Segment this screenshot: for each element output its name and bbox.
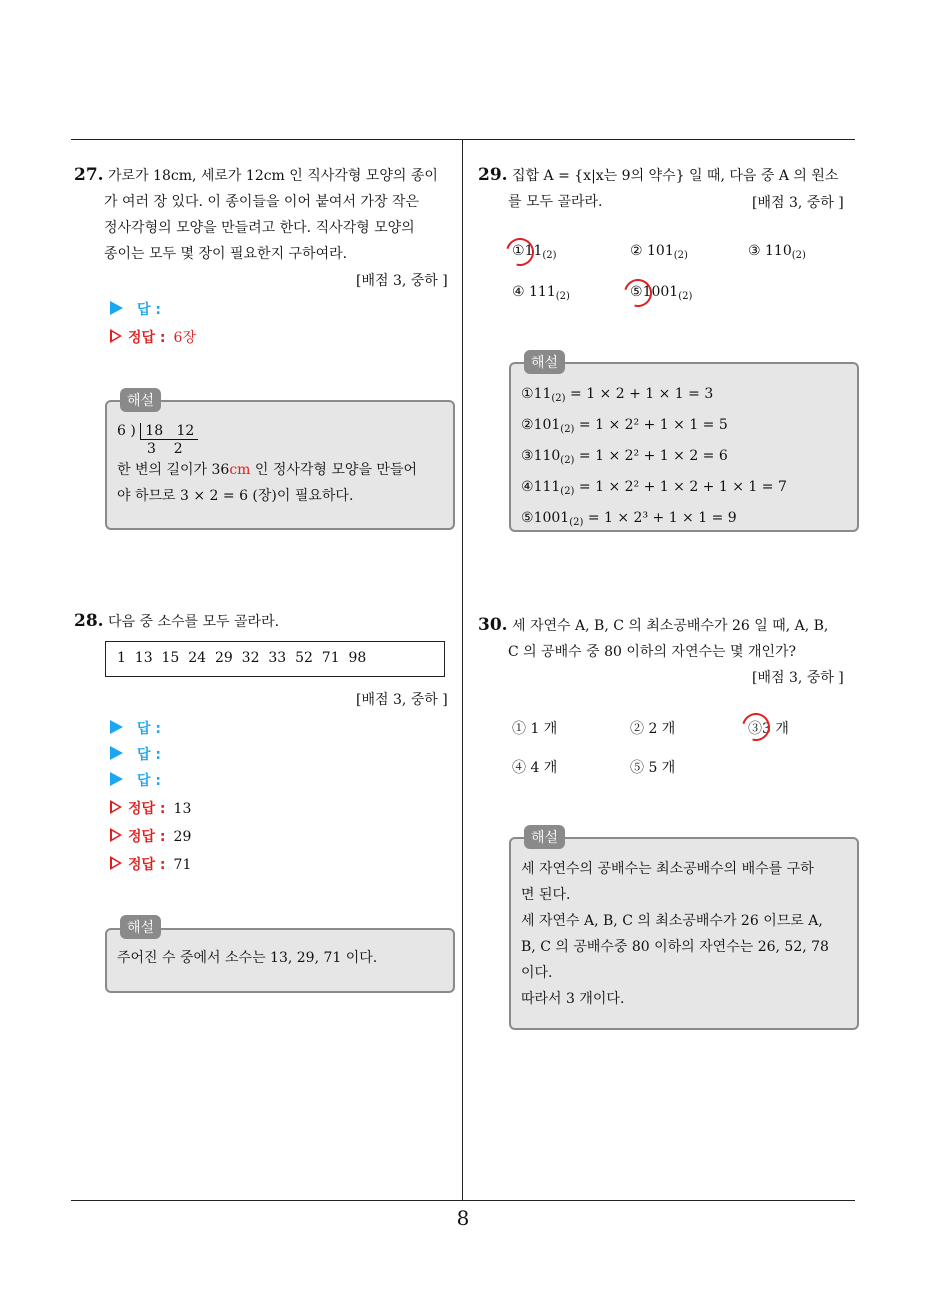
selected-mark-icon [737, 708, 775, 746]
choice-4[interactable]: ④ 4 개 [512, 760, 558, 776]
choice-1[interactable]: ① 1 개 [512, 721, 558, 737]
selected-mark-icon [501, 233, 539, 271]
explanation-text: 한 변의 길이가 36cm 인 정사각형 모양을 만들어 야 하므로 3 × 2 = 6 (장)이 필요하다. [117, 462, 418, 504]
correct-answer-line: 정답 : 13 [110, 798, 191, 818]
question-line: 세 자연수 A, B, C 의 최소공배수가 26 일 때, A, B, [512, 618, 829, 634]
choice-2[interactable]: ② 2 개 [630, 721, 676, 737]
column-divider [462, 139, 463, 1201]
number-list: 1 13 15 24 29 32 33 52 71 98 [117, 650, 367, 666]
answer-arrow-icon [110, 772, 123, 786]
choice-5[interactable]: ⑤ 5 개 [630, 760, 676, 776]
number-list-box [105, 641, 445, 677]
correct-arrow-icon [110, 329, 122, 343]
choice-3[interactable]: ③ $110_{(2)}$ [748, 243, 806, 261]
explanation-text: $①11_{(2)} = 1 \times 2 + 1 \times 1 = 3$ $②101_{(2)} = 1 \times 2^2 + 1 \times 1 = 5$ $③110_{(2)} = 1 \times 2^2 + 1 \times 2 = 6$ $④111_{(2)} = 1 \times 2^2 + 1 \times 2 + 1 \times 1 = 7$ $⑤1001_{(2)} = 1 \times 2^3 + 1 \times 1 = 9$ [521, 386, 787, 528]
question-line: 집합 A = {x|x는 9의 약수} 일 때, 다음 중 A 의 원소 [512, 168, 839, 184]
explanation-tag: 해설 [120, 388, 161, 412]
correct-arrow-icon [110, 800, 122, 814]
question-30 [478, 612, 860, 665]
score-meta: [배점 3, 중하 ] [356, 273, 448, 289]
correct-answer-line: 정답 : 6장 [110, 327, 196, 347]
question-line: 를 모두 골라라. [508, 194, 603, 210]
answer-arrow-icon [110, 746, 123, 760]
explanation-tag: 해설 [120, 915, 161, 939]
page-number: 8 [456, 1206, 470, 1230]
correct-answer-line: 정답 : 29 [110, 826, 191, 846]
choice-1[interactable]: $①11_{(2)}$ [512, 243, 557, 261]
question-number: 28. [74, 611, 104, 631]
answer-line[interactable]: 답 : [110, 299, 161, 319]
answer-line[interactable]: 답 : [110, 718, 161, 738]
score-meta: [배점 3, 중하 ] [356, 692, 448, 708]
choice-5[interactable]: $⑤1001_{(2)}$ [630, 284, 693, 302]
explanation-text: 세 자연수의 공배수는 최소공배수의 배수를 구하 면 된다. 세 자연수 A, B, C 의 최소공배수가 26 이므로 A, B, C 의 공배수중 80 이하의 자연수는 26, 52, 78 이다. 따라서 3 개이다. [521, 861, 829, 1007]
answer-arrow-icon [110, 720, 123, 734]
question-number: 30. [478, 615, 508, 635]
selected-mark-icon [619, 274, 657, 312]
correct-answer-line: 정답 : 71 [110, 854, 191, 874]
bottom-rule [71, 1200, 855, 1201]
explanation-text: 주어진 수 중에서 소수는 13, 29, 71 이다. [117, 950, 378, 966]
question-line: 종이는 모두 몇 장이 필요한지 구하여라. [104, 246, 348, 262]
question-number: 29. [478, 165, 508, 185]
question-27 [74, 162, 456, 267]
top-rule [71, 139, 855, 140]
choice-4[interactable]: ④ $111_{(2)}$ [512, 284, 570, 302]
question-text: 다음 중 소수를 모두 골라라. [108, 614, 280, 630]
correct-arrow-icon [110, 828, 122, 842]
answer-line[interactable]: 답 : [110, 744, 161, 764]
question-line: 가 여러 장 있다. 이 종이들을 이어 붙여서 가장 작은 [104, 194, 419, 210]
answer-line[interactable]: 답 : [110, 770, 161, 790]
question-28 [74, 608, 279, 635]
answer-arrow-icon [110, 301, 123, 315]
explanation-tag: 해설 [524, 825, 565, 849]
division-table: 6 ) 18 12 3 2 [117, 422, 198, 458]
explanation-tag: 해설 [524, 350, 565, 374]
choice-3[interactable]: ③3 개 [748, 721, 789, 737]
score-meta: [배점 3, 중하 ] [752, 670, 844, 686]
score-meta: [배점 3, 중하 ] [752, 195, 844, 211]
question-number: 27. [74, 165, 104, 185]
correct-arrow-icon [110, 856, 122, 870]
choice-2[interactable]: ② $101_{(2)}$ [630, 243, 688, 261]
question-line: C 의 공배수 중 80 이하의 자연수는 몇 개인가? [508, 644, 797, 660]
question-line: 가로가 18cm, 세로가 12cm 인 직사각형 모양의 종이 [108, 168, 438, 184]
question-line: 정사각형의 모양을 만들려고 한다. 직사각형 모양의 [104, 220, 415, 236]
